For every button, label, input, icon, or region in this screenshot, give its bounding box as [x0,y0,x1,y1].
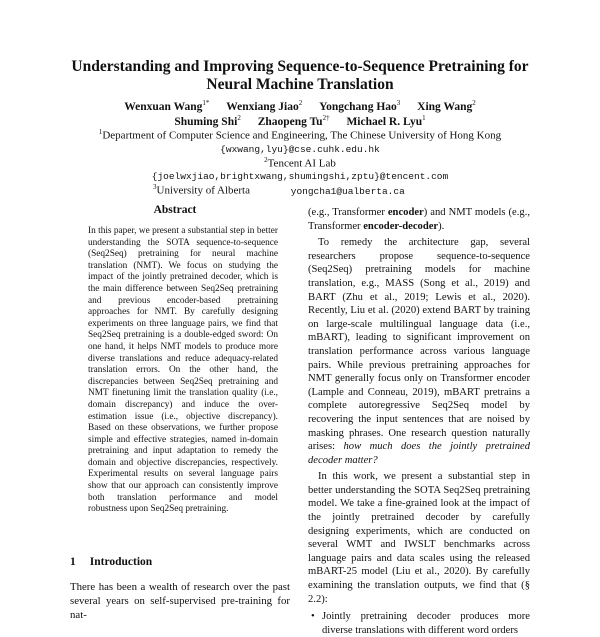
author-line-2 [40,114,560,128]
author: Xing Wang$^2$ [417,99,476,113]
section-heading: 1 Introduction [70,556,153,568]
author-line-1 [40,99,560,113]
abstract-heading: Abstract [153,204,197,216]
paper-title: Understanding and Improving Sequence-to-Sequence Pretraining for Neural Machine Translation [71,58,529,93]
author: Zhaopeng $Tu^{2\dagger}$ [257,114,330,128]
author: Wenxiang Jiao$^2$ [226,99,303,113]
paragraph: (e.g., Transformer encoder) and NMT models (e.g., Transformer encoder-decoder). [308,207,530,232]
author: Michael R. Lyu$^1$ [346,114,426,128]
intro-paragraph: There has been a wealth of research over the past several years on self-supervised pre-training for nat- [70,581,290,621]
affiliation-1-email: {wxwang,lyu}@cse.cuhk.edu.hk [220,144,380,155]
affiliation-2-email: {joelwxjiao,brightxwang,shumingshi,zptu}@tencent.com [151,171,449,182]
author: Shuming Shi$^2$ [174,114,241,128]
affiliation-3: $^3$University of Alberta yongcha1@ualberta.ca [153,183,405,197]
paragraph: To remedy the architecture gap, several researchers propose sequence-to-sequence (Seq2Seq) pretraining models for machine translation, e.g., MASS (Song et al., 2019) and BART (Zhu et al., 2019; Lewis et al., 2020). Recently, Liu et al. (2020) extend BART by training on large-scale multilingual language data (i.e., mBART), leading to significant improvement on translation performance across various language pairs. While previous pretraining approaches for NMT generally focus only on Transformer encoder (Lample and Conneau, 2019), mBART pretrains a complete autoregressive Seq2Seq model by recovering the input sentences that are noised by masking phrases. One research question naturally arises: how much does the jointly pretrained decoder matter? [308,237,531,466]
affiliation-2: $^2$Tencent AI Lab [264,156,336,170]
author: Wenxuan Wang$^{1*}$ [124,99,210,113]
author: Yongchang Hao$^3$ [319,99,401,113]
list-item: • Jointly pretraining decoder produces more diverse translations with different word orders [322,610,530,637]
abstract-body: In this paper, we present a substantial step in better understanding the SOTA sequence-to-sequence (Seq2Seq) pretraining for neural machine translation (NMT). We focus on studying the impact of the jointly pretrained decoder, which is the main difference between Seq2Seq pretraining and previous encoder-based pretraining approaches for NMT. By carefully designing experiments on three language pairs, we find that Seq2Seq pretraining is a double-edged sword: On one hand, it helps NMT models to produce more diverse translations and reduce adequacy-related translation errors. On the other hand, the discrepancies between Seq2Seq pretraining and NMT finetuning limit the translation quality (i.e., domain discrepancy) and induce the over-estimation issue (i.e., objective discrepancy). Based on these observations, we further propose simple and effective strategies, named in-domain pretraining and input adaptation to remedy the domain and objective discrepancies, respectively. Experimental results on several language pairs show that our approach can consistently improve both translation performance and model robustness upon Seq2Seq pretraining. [88,226,278,515]
affiliation-1: $^1$Department of Computer Science and Engineering, The Chinese University of Hong Kong [98,128,502,142]
paragraph: In this work, we present a substantial step in better understanding the SOTA Seq2Seq pretraining model. We take a fine-grained look at the impact of the jointly pretrained decoder by carefully designing experiments, which are conducted on several WMT and IWSLT benchmarks across language pairs and data scales using the released mBART-25 model (Liu et al., 2020). By carefully examining the translation outputs, we find that (§ 2.2): [308,471,530,605]
affiliation-3-email: yongcha1@ualberta.ca [290,185,405,197]
right-column [308,206,530,637]
finding-list [308,610,530,637]
